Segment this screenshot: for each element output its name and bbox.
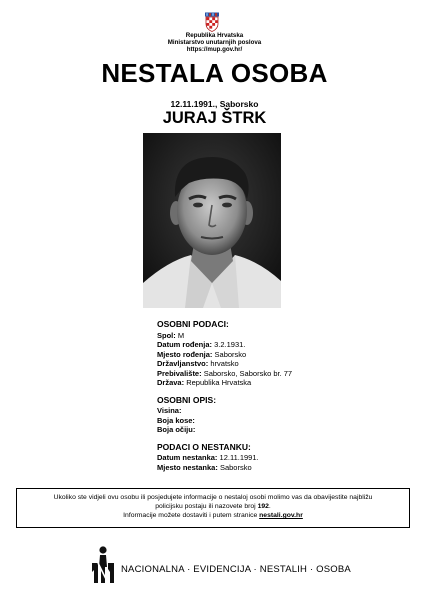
info-row-sex [157, 331, 292, 341]
info-row-missing-place [157, 463, 292, 473]
info-label: Mjesto rođenja: [157, 349, 213, 359]
footer-wordmark: NACIONALNA · EVIDENCIJA · NESTALIH · OSOBA [121, 564, 351, 575]
info-label: Visina: [157, 406, 182, 415]
info-sections [157, 320, 292, 472]
contact-notice [16, 488, 410, 528]
info-label: Spol: [157, 330, 176, 340]
info-value: 12.11.1991. [219, 453, 259, 462]
notice-line [17, 502, 409, 511]
notice-text: Informacije možete dostaviti i putem stranice [123, 512, 260, 519]
info-value: M [177, 330, 185, 340]
info-row-eye-color [157, 425, 292, 435]
info-label: Datum nestanka: [157, 453, 218, 462]
info-row-citizenship [157, 359, 292, 369]
section-heading-disappearance: PODACI O NESTANKU: [157, 441, 251, 452]
ministry-line-url[interactable]: https://mup.gov.hr/ [186, 46, 243, 54]
info-value: Saborsko [219, 462, 252, 472]
info-label: Datum rođenja: [157, 340, 213, 349]
info-value: Republika Hrvatska [186, 378, 252, 387]
info-row-height [157, 406, 292, 416]
coat-of-arms-icon [203, 12, 221, 32]
missing-date-place: 12.11.1991., Saborsko [170, 99, 259, 109]
nestali-logo-icon [91, 545, 115, 585]
info-row-country [157, 378, 292, 388]
notice-text: policijsku postaju ili nazovete broj [155, 503, 258, 510]
person-photo [143, 133, 281, 308]
page-title: NESTALA OSOBA [101, 58, 328, 88]
info-row-birth-date [157, 340, 292, 350]
info-row-missing-date [157, 453, 292, 463]
info-value: 3.2.1931. [214, 340, 246, 349]
ministry-header [0, 32, 429, 54]
notice-text: . [268, 503, 271, 510]
section-heading-description: OSOBNI OPIS: [157, 394, 217, 405]
info-row-birth-place [157, 350, 292, 360]
info-value: Saborsko, Saborsko br. 77 [203, 368, 293, 378]
info-value: Saborsko [214, 349, 247, 359]
info-label: Boja kose: [157, 415, 195, 425]
person-name: JURAJ ŠTRK [162, 109, 267, 127]
info-value: hrvatsko [210, 359, 239, 368]
info-label: Mjesto nestanka: [157, 462, 218, 472]
notice-line: Ukoliko ste vidjeli ovu osobu ili posjedujete informacije o nestaloj osobi molimo vas da obavijestite najbližu [53, 494, 373, 501]
info-row-hair-color [157, 416, 292, 426]
info-label: Boja očiju: [157, 425, 196, 434]
ministry-line-country: Republika Hrvatska [185, 32, 244, 39]
notice-line [17, 511, 409, 520]
info-label: Država: [157, 378, 185, 387]
ministry-line-name: Ministarstvo unutarnjih poslova [167, 39, 262, 47]
phone-number: 192 [257, 503, 269, 510]
footer [91, 545, 351, 585]
info-label: Državljanstvo: [157, 359, 209, 368]
website-link[interactable]: nestali.gov.hr [259, 512, 303, 519]
info-row-residence [157, 369, 292, 379]
info-label: Prebivalište: [157, 368, 202, 378]
section-heading-personal: OSOBNI PODACI: [157, 319, 229, 329]
